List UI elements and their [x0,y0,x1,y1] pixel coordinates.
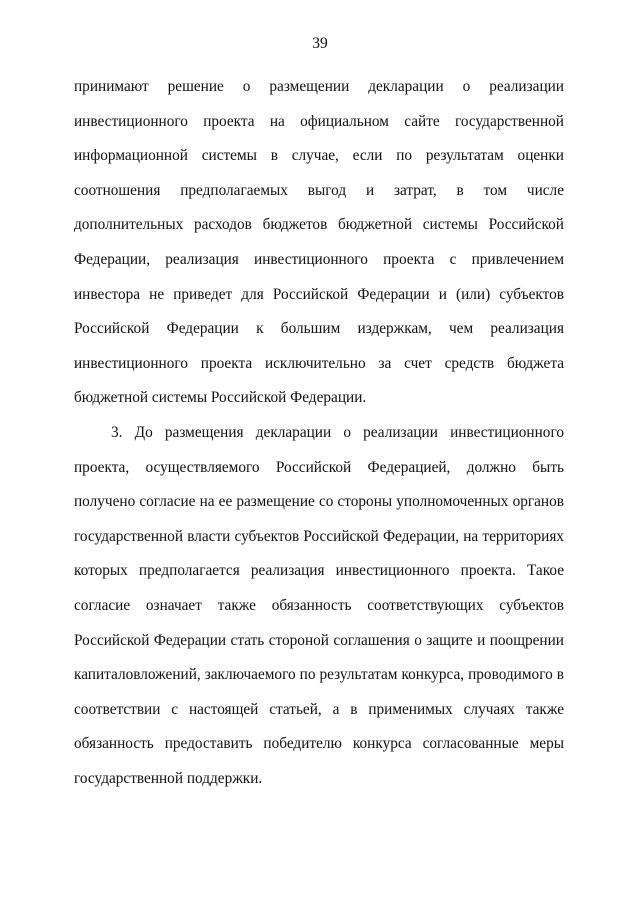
paragraph-continuation: принимают решение о размещении декларации о реализации инвестиционного проекта на официальном сайте государственной информационной системы в случае, если по результатам оценки соотношения предполагаемых выгод и затрат, в том числе дополнительных расходов бюджетов бюджетной системы Российской Федерации, реализация инвестиционного проекта с привлечением инвестора не приведет для Российской Федерации и (или) субъектов Российской Федерации к большим издержкам, чем реализация инвестиционного проекта исключительно за счет средств бюджета бюджетной системы Российской Федерации. [74,78,564,407]
page-number: 39 [312,35,328,52]
document-body [74,70,564,796]
paragraph-item-3: 3. До размещения декларации о реализации инвестиционного проекта, осуществляемого Российской Федерацией, должно быть получено согласие на ее размещение со стороны уполномоченных органов государственной власти субъектов Российской Федерации, на территориях которых предполагается реализация инвестиционного проекта. Такое согласие означает также обязанность соответствующих субъектов Российской Федерации стать стороной соглашения о защите и поощрении капиталовложений, заключаемого по результатам конкурса, проводимого в соответствии с настоящей статьей, а в применимых случаях также обязанность предоставить победителю конкурса согласованные меры государственной поддержки. [74,423,564,787]
